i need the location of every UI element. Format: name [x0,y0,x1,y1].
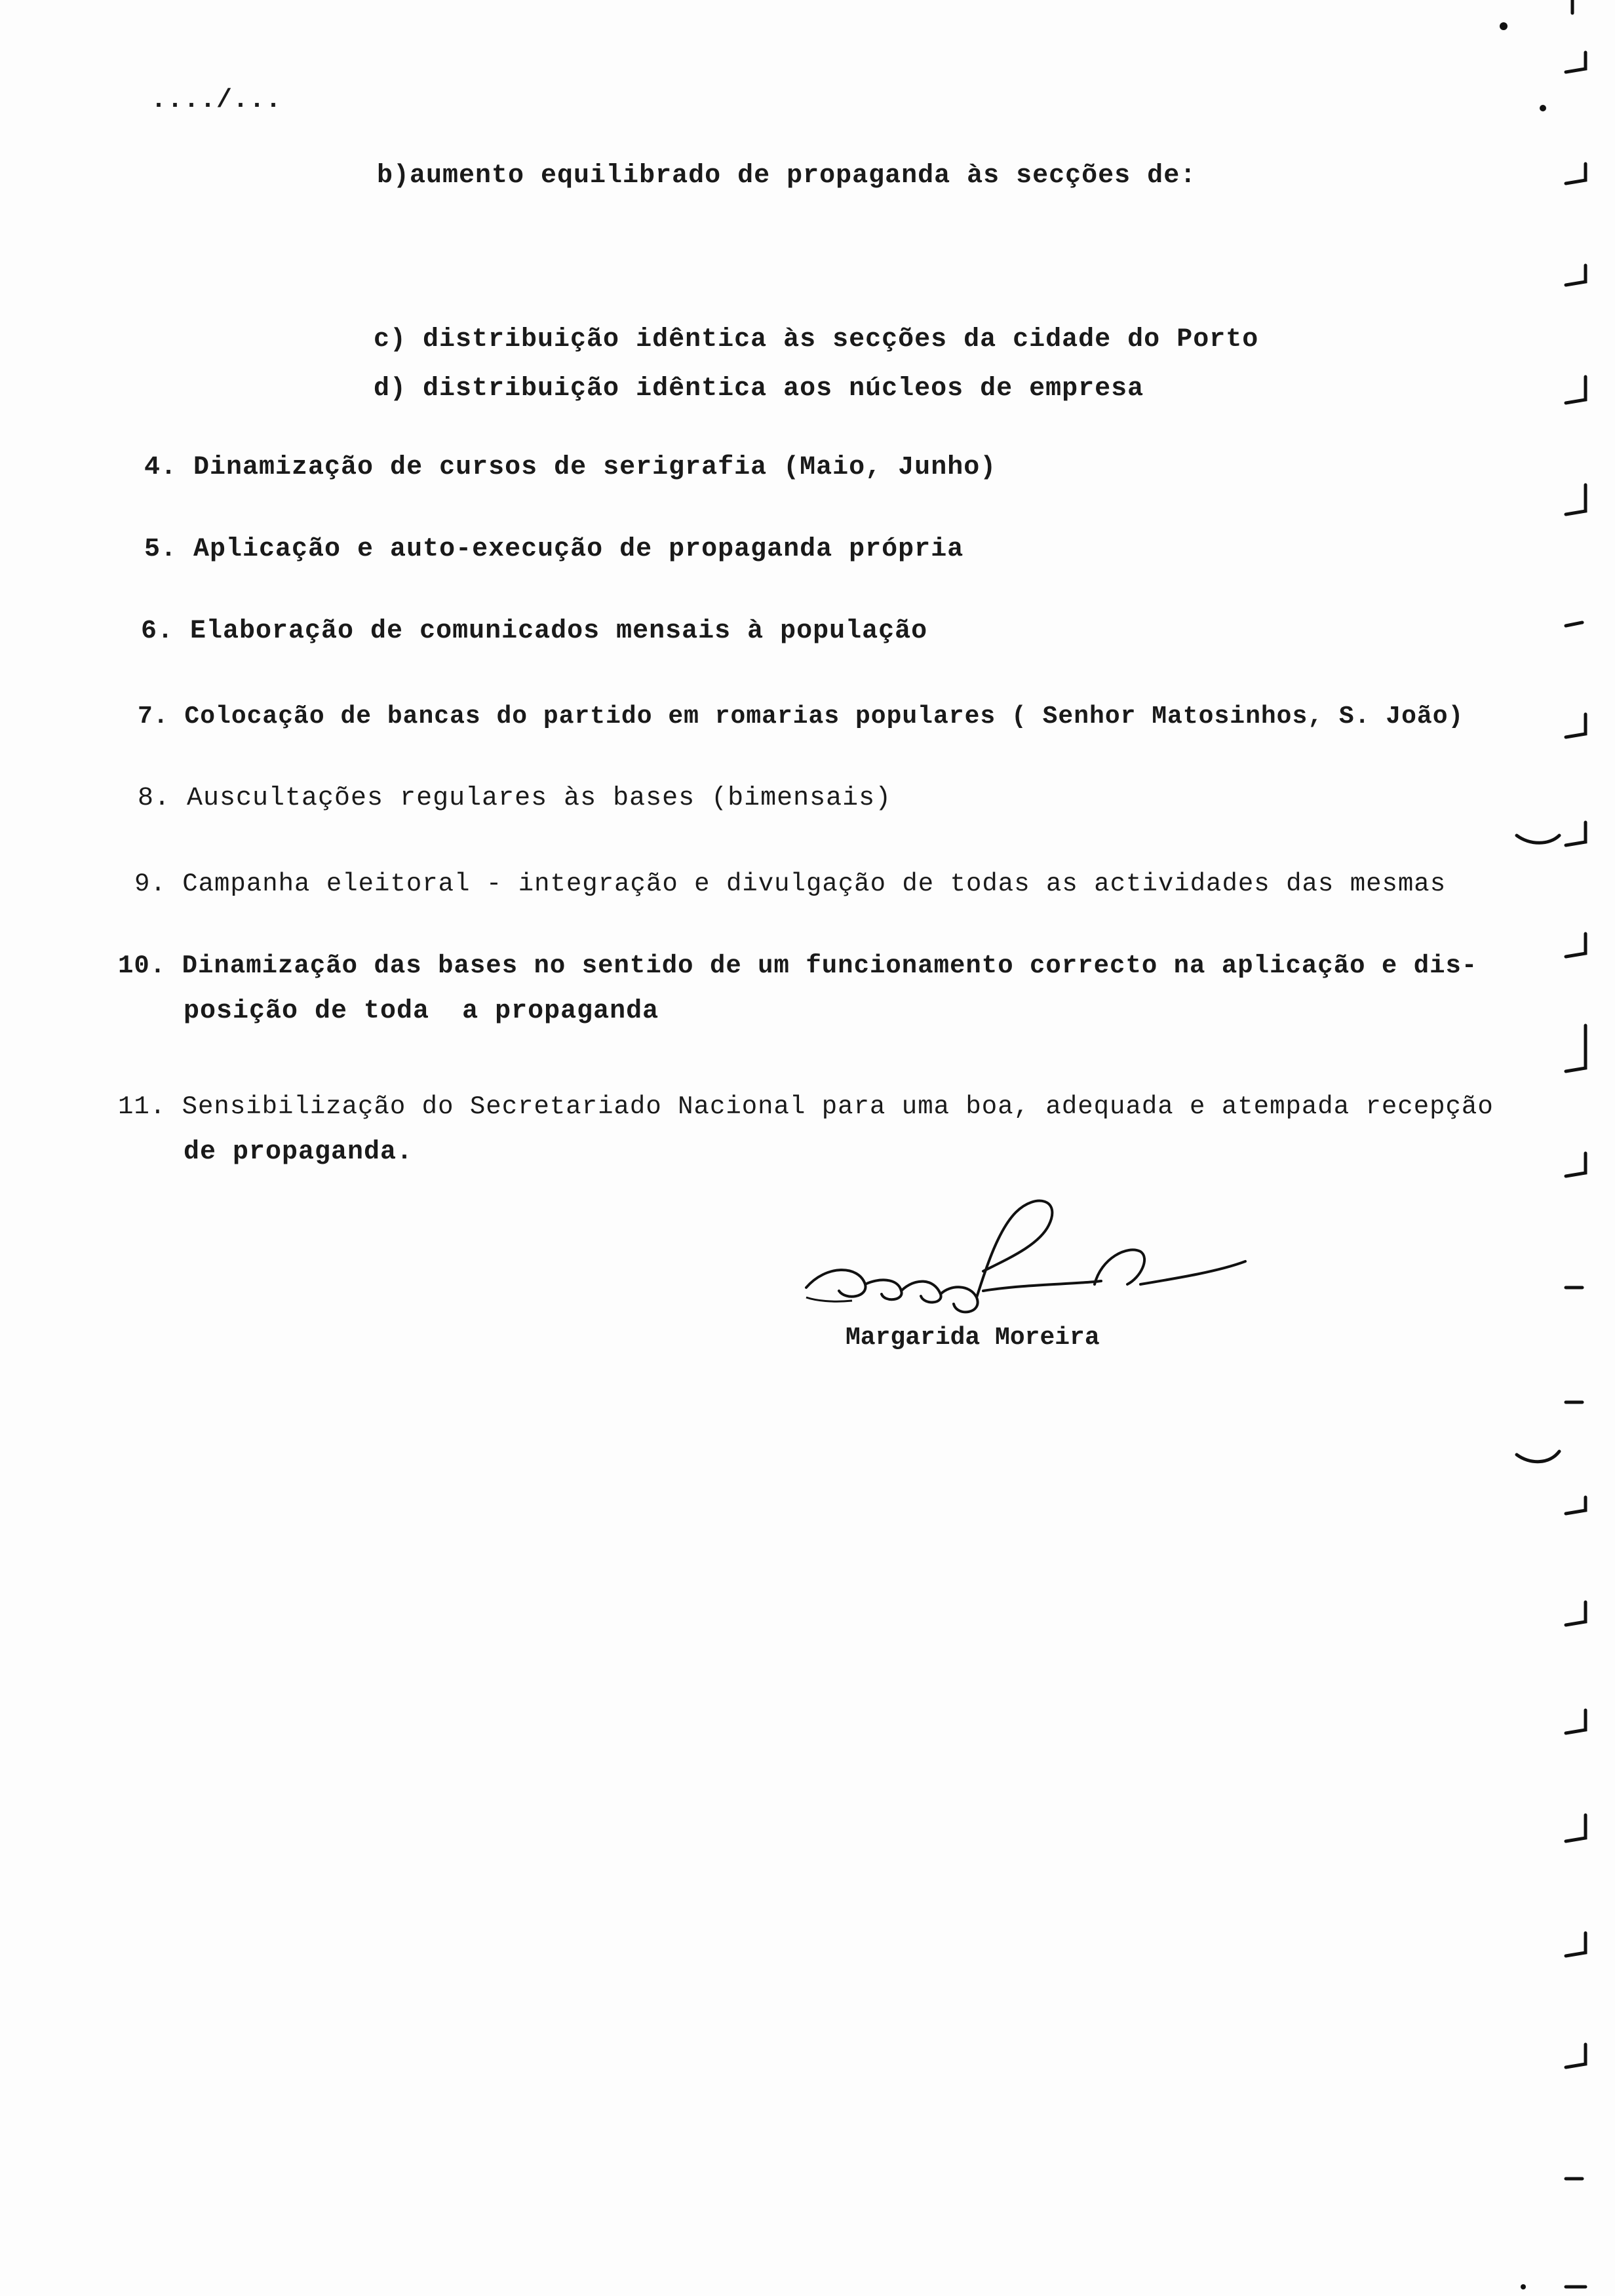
list-item-7: 7. Colocação de bancas do partido em romarias populares ( Senhor Matosinhos, S. João) [138,702,1464,731]
signatory-name: Margarida Moreira [846,1324,1100,1352]
handwritten-signature [787,1186,1258,1330]
list-item-b: b)aumento equilibrado de propaganda às secções de: [377,161,1197,191]
list-item-9: 9. Campanha eleitoral - integração e divulgação de todas as actividades das mesmas [134,870,1447,898]
margin-punch-marks [1497,0,1615,2296]
list-item-d: d) distribuição idêntica aos núcleos de empresa [374,374,1144,404]
list-item-10-line2: posição de toda a propaganda [184,997,659,1026]
list-item-10-line1: 10. Dinamização das bases no sentido de um funcionamento correcto na aplicação e dis- [118,951,1478,980]
list-item-4: 4. Dinamização de cursos de serigrafia (Maio, Junho) [144,453,997,482]
list-item-11-line2: de propaganda. [184,1138,414,1167]
continuation-mark: ..../... [151,86,282,115]
list-item-11-line1: 11. Sensibilização do Secretariado Nacional para uma boa, adequada e atempada recepção [118,1092,1494,1121]
list-item-6: 6. Elaboração de comunicados mensais à população [141,617,928,646]
list-item-c: c) distribuição idêntica às secções da cidade do Porto [374,325,1259,354]
list-item-5: 5. Aplicação e auto-execução de propaganda própria [144,535,964,564]
list-item-8: 8. Auscultações regulares às bases (bimensais) [138,784,892,813]
